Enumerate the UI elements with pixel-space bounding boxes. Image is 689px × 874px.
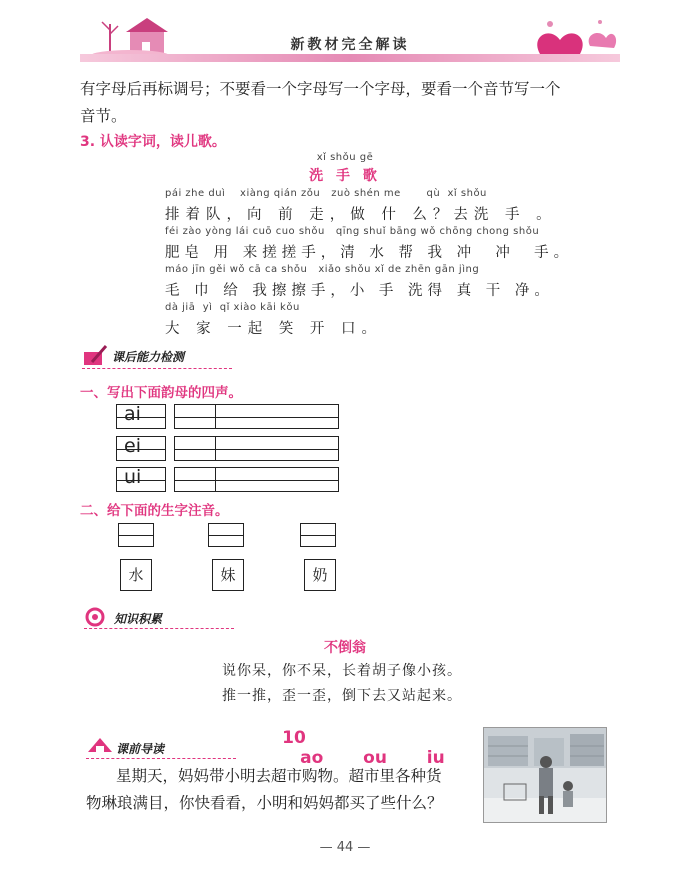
- lightbulb-swirl-icon: [84, 606, 110, 628]
- section2-divider: [84, 628, 234, 629]
- intro-line-2: 音节。: [80, 107, 127, 125]
- task3-title: 3. 认读字词，读儿歌。: [80, 134, 226, 150]
- riddle-line-1: 说你呆，你不呆，长着胡子像小孩。: [222, 663, 462, 679]
- poem-line-4-pinyin: dà jiā yì qǐ xiào kāi kǒu: [165, 302, 300, 313]
- final-ui: ui: [124, 466, 142, 488]
- section3-divider: [86, 758, 236, 759]
- supermarket-scene-image: [484, 728, 606, 822]
- poem-line-3-text: 毛 巾 给 我擦擦手，小 手 洗得 真 干 净。: [165, 283, 554, 299]
- poem-line-2-text: 肥皂 用 来搓搓手，清 水 帮 我 冲 冲 手。: [165, 245, 574, 261]
- answer-box-2[interactable]: [174, 436, 339, 461]
- lesson-number: 10: [282, 728, 306, 748]
- pinyin-answer-box-2[interactable]: [208, 523, 244, 547]
- pinyin-answer-box-3[interactable]: [300, 523, 336, 547]
- char-box-shui: 水: [120, 559, 152, 591]
- poem-title-pinyin: xǐ shǒu gē: [316, 152, 374, 163]
- answer-box-3[interactable]: [174, 467, 339, 492]
- poem-title: 洗 手 歌: [309, 168, 381, 184]
- section1-title: 课后能力检测: [112, 350, 185, 364]
- page-header: [80, 14, 620, 76]
- answer-box-1[interactable]: [174, 404, 339, 429]
- supermarket-illustration: [483, 727, 607, 823]
- poem-line-2-pinyin: féi zào yòng lái cuō cuo shǒu qīng shuǐ bāng wǒ chōng chong shǒu: [165, 226, 540, 237]
- section2-title: 知识积累: [114, 612, 163, 626]
- exercise1-title: 一、写出下面韵母的四声。: [80, 385, 242, 401]
- page-number: — 44 —: [319, 840, 371, 855]
- lesson-heading: [272, 709, 445, 768]
- riddle-line-2: 推一推，歪一歪，倒下去又站起来。: [222, 688, 462, 704]
- char-box-nai: 奶: [304, 559, 336, 591]
- exercise2-title: 二、给下面的生字注音。: [80, 503, 229, 519]
- section1-divider: [82, 368, 232, 369]
- heart-swirl-decoration: [520, 16, 620, 62]
- riddle-title: 不倒翁: [324, 640, 366, 656]
- char-box-mei: 妹: [212, 559, 244, 591]
- poem-line-4-text: 大 家 一起 笑 开 口。: [165, 321, 383, 337]
- preview-line-1: 星期天，妈妈带小明去超市购物。超市里各种货: [116, 767, 442, 785]
- final-ei: ei: [124, 435, 141, 457]
- final-ai: ai: [124, 403, 141, 425]
- reading-icon: [86, 734, 114, 756]
- lesson-finals: ao ou iu: [300, 748, 445, 768]
- poem-line-3-pinyin: máo jīn gěi wǒ cā ca shǒu xiǎo shǒu xǐ de zhēn gān jìng: [165, 264, 480, 275]
- pinyin-answer-box-1[interactable]: [118, 523, 154, 547]
- book-pencil-icon: [82, 344, 110, 368]
- header-title: 新教材完全解读: [290, 37, 410, 53]
- section3-title: 课前导读: [116, 742, 165, 756]
- poem-line-1-pinyin: pái zhe duì xiàng qián zǒu zuò shén me qù xǐ shǒu: [165, 188, 487, 199]
- intro-line-1: 有字母后再标调号；不要看一个字母写一个字母，要看一个音节写一个: [80, 80, 561, 98]
- preview-line-2: 物琳琅满目，你快看看，小明和妈妈都买了些什么？: [86, 794, 443, 812]
- poem-line-1-text: 排着队，向 前 走，做 什 么？去洗 手 。: [165, 207, 557, 223]
